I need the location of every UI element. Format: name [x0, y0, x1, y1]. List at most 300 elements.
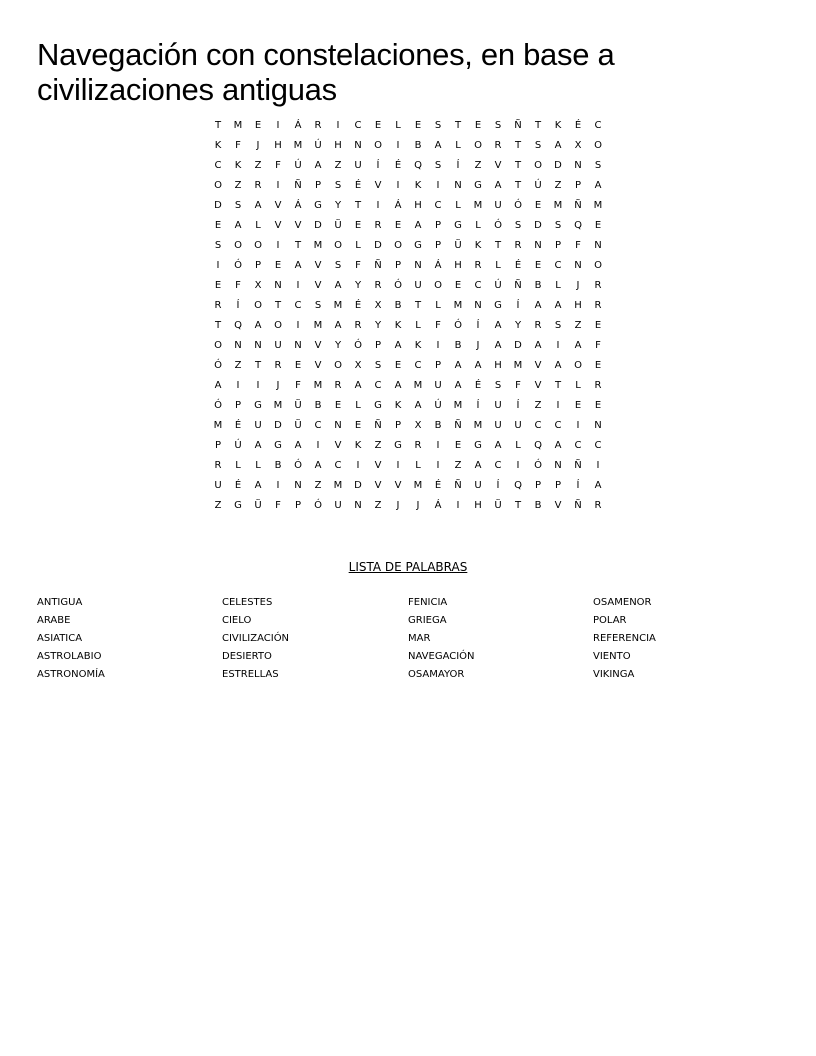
grid-row — [208, 156, 608, 176]
grid-letter: A — [494, 180, 502, 191]
grid-letter: É — [394, 160, 402, 171]
grid-letter: R — [494, 140, 502, 151]
grid-letter: Ü — [494, 500, 502, 511]
grid-letter: T — [494, 240, 502, 251]
grid-letter: Á — [434, 260, 442, 271]
grid-letter: L — [455, 140, 461, 151]
grid-letter: Z — [334, 160, 342, 171]
grid-letter: N — [534, 240, 542, 251]
grid-letter: R — [534, 320, 542, 331]
grid-letter: S — [494, 380, 502, 391]
grid-letter: Q — [234, 320, 242, 331]
grid-letter: O — [594, 260, 602, 271]
grid-letter: A — [294, 260, 302, 271]
grid-letter: I — [276, 240, 280, 251]
grid-letter: B — [534, 280, 542, 291]
grid-letter: N — [474, 300, 482, 311]
grid-letter: A — [554, 300, 562, 311]
grid-letter: K — [554, 120, 562, 131]
grid-letter: U — [214, 480, 222, 491]
grid-letter: E — [354, 420, 362, 431]
grid-letter: J — [276, 380, 280, 391]
grid-letter: T — [414, 300, 422, 311]
grid-letter: O — [374, 140, 382, 151]
grid-letter: B — [274, 460, 282, 471]
grid-letter: Á — [434, 500, 442, 511]
grid-letter: Ó — [234, 260, 242, 271]
grid-letter: A — [474, 360, 482, 371]
grid-letter: É — [474, 380, 482, 391]
grid-letter: Ú — [494, 280, 502, 291]
word-list-item: REFERENCIA — [593, 633, 656, 644]
grid-letter: A — [494, 340, 502, 351]
grid-letter: K — [414, 340, 422, 351]
grid-letter: S — [534, 140, 542, 151]
grid-letter: J — [576, 280, 580, 291]
grid-letter: P — [434, 360, 442, 371]
grid-letter: C — [314, 420, 322, 431]
grid-row — [208, 496, 608, 516]
grid-letter: C — [494, 460, 502, 471]
grid-letter: F — [515, 380, 521, 391]
grid-letter: I — [276, 480, 280, 491]
grid-letter: A — [554, 440, 562, 451]
grid-row — [208, 476, 608, 496]
grid-letter: O — [574, 360, 582, 371]
grid-letter: A — [254, 480, 262, 491]
grid-letter: Ó — [294, 460, 302, 471]
grid-letter: J — [396, 500, 400, 511]
grid-letter: U — [354, 160, 362, 171]
grid-letter: T — [514, 140, 522, 151]
grid-letter: Ü — [454, 240, 462, 251]
grid-letter: G — [254, 400, 262, 411]
grid-letter: N — [554, 460, 562, 471]
grid-letter: R — [214, 460, 222, 471]
word-list-item: CIELO — [222, 615, 252, 626]
grid-letter: P — [434, 220, 442, 231]
grid-letter: V — [274, 200, 282, 211]
grid-row — [208, 236, 608, 256]
grid-letter: E — [334, 400, 342, 411]
grid-letter: Z — [234, 180, 242, 191]
grid-letter: Z — [214, 500, 222, 511]
grid-letter: H — [474, 500, 482, 511]
grid-letter: M — [453, 400, 463, 411]
grid-letter: E — [594, 360, 602, 371]
grid-letter: S — [554, 220, 562, 231]
grid-letter: D — [374, 240, 382, 251]
grid-letter: U — [334, 500, 342, 511]
grid-letter: I — [376, 200, 380, 211]
grid-letter: T — [214, 320, 222, 331]
grid-letter: R — [594, 300, 602, 311]
grid-letter: A — [414, 400, 422, 411]
grid-letter: Í — [516, 300, 520, 311]
grid-letter: Z — [314, 480, 322, 491]
grid-letter: D — [314, 220, 322, 231]
grid-letter: I — [556, 400, 560, 411]
grid-letter: A — [354, 380, 362, 391]
grid-letter: É — [574, 120, 582, 131]
word-list-item: ANTIGUA — [37, 597, 83, 608]
grid-letter: S — [494, 120, 502, 131]
grid-letter: I — [296, 280, 300, 291]
grid-letter: M — [553, 200, 563, 211]
grid-letter: L — [555, 280, 561, 291]
word-list-column — [222, 594, 402, 684]
grid-letter: C — [474, 280, 482, 291]
grid-letter: P — [554, 240, 562, 251]
grid-letter: P — [394, 260, 402, 271]
grid-letter: A — [234, 220, 242, 231]
grid-letter: F — [275, 500, 281, 511]
grid-letter: M — [273, 400, 283, 411]
grid-letter: S — [334, 180, 342, 191]
grid-letter: Í — [376, 160, 380, 171]
grid-letter: T — [514, 500, 522, 511]
grid-letter: A — [554, 140, 562, 151]
grid-letter: Ó — [454, 320, 462, 331]
grid-row — [208, 116, 608, 136]
grid-letter: É — [354, 180, 362, 191]
grid-letter: V — [534, 360, 542, 371]
grid-letter: Ñ — [454, 420, 462, 431]
grid-letter: I — [436, 440, 440, 451]
grid-letter: S — [214, 240, 222, 251]
grid-letter: D — [534, 220, 542, 231]
grid-letter: P — [314, 180, 322, 191]
grid-letter: F — [235, 280, 241, 291]
grid-letter: K — [354, 440, 362, 451]
grid-letter: É — [434, 480, 442, 491]
grid-letter: V — [494, 160, 502, 171]
grid-letter: T — [514, 180, 522, 191]
grid-letter: K — [234, 160, 242, 171]
grid-letter: F — [355, 260, 361, 271]
grid-letter: E — [394, 360, 402, 371]
grid-letter: G — [394, 440, 402, 451]
grid-letter: I — [216, 260, 220, 271]
grid-letter: X — [354, 360, 362, 371]
grid-letter: R — [594, 280, 602, 291]
grid-letter: É — [234, 420, 242, 431]
grid-letter: Á — [394, 200, 402, 211]
word-list-item: POLAR — [593, 615, 627, 626]
grid-letter: R — [514, 240, 522, 251]
grid-letter: U — [254, 420, 262, 431]
grid-letter: N — [454, 180, 462, 191]
grid-letter: T — [294, 240, 302, 251]
grid-letter: Í — [516, 400, 520, 411]
grid-letter: Ó — [534, 460, 542, 471]
grid-letter: E — [394, 220, 402, 231]
grid-letter: A — [254, 440, 262, 451]
grid-letter: E — [474, 120, 482, 131]
grid-letter: C — [594, 440, 602, 451]
grid-letter: R — [594, 380, 602, 391]
grid-letter: Ú — [314, 140, 322, 151]
word-list-item: ASIATICA — [37, 633, 83, 644]
grid-letter: A — [454, 360, 462, 371]
grid-letter: A — [434, 140, 442, 151]
grid-letter: A — [574, 340, 582, 351]
grid-letter: L — [415, 320, 421, 331]
grid-letter: B — [534, 500, 542, 511]
grid-letter: D — [274, 420, 282, 431]
grid-row — [208, 176, 608, 196]
grid-letter: Z — [574, 320, 582, 331]
grid-letter: L — [575, 380, 581, 391]
grid-letter: C — [334, 460, 342, 471]
grid-letter: Ú — [534, 180, 542, 191]
grid-letter: A — [334, 280, 342, 291]
grid-letter: I — [396, 140, 400, 151]
grid-letter: L — [255, 460, 261, 471]
grid-letter: F — [235, 140, 241, 151]
grid-letter: Z — [234, 360, 242, 371]
grid-letter: E — [414, 120, 422, 131]
grid-row — [208, 456, 608, 476]
grid-row — [208, 336, 608, 356]
grid-letter: Ú — [234, 440, 242, 451]
grid-letter: E — [454, 280, 462, 291]
grid-letter: K — [474, 240, 482, 251]
grid-letter: Ó — [494, 220, 502, 231]
grid-letter: N — [294, 480, 302, 491]
grid-letter: A — [594, 180, 602, 191]
grid-letter: O — [534, 160, 542, 171]
grid-letter: K — [394, 400, 402, 411]
grid-letter: T — [214, 120, 222, 131]
grid-letter: S — [594, 160, 602, 171]
word-list-item: GRIEGA — [408, 615, 447, 626]
grid-letter: F — [275, 160, 281, 171]
word-list-column — [37, 594, 217, 684]
grid-letter: E — [214, 220, 222, 231]
grid-letter: I — [336, 120, 340, 131]
grid-letter: Ó — [214, 400, 222, 411]
grid-letter: O — [394, 240, 402, 251]
grid-letter: O — [434, 280, 442, 291]
grid-letter: T — [554, 380, 562, 391]
word-list-item: OSAMAYOR — [408, 669, 465, 680]
grid-letter: G — [494, 300, 502, 311]
grid-letter: P — [394, 420, 402, 431]
word-list-heading: LISTA DE PALABRAS — [348, 560, 468, 574]
grid-letter: E — [594, 320, 602, 331]
grid-letter: O — [594, 140, 602, 151]
grid-letter: Á — [294, 200, 302, 211]
grid-letter: Á — [294, 120, 302, 131]
grid-row — [208, 316, 608, 336]
grid-letter: F — [435, 320, 441, 331]
grid-letter: I — [296, 320, 300, 331]
grid-letter: M — [413, 480, 423, 491]
grid-letter: C — [374, 380, 382, 391]
grid-letter: L — [515, 440, 521, 451]
grid-letter: E — [454, 440, 462, 451]
grid-letter: A — [314, 460, 322, 471]
grid-letter: M — [313, 240, 323, 251]
grid-letter: Í — [496, 480, 500, 491]
grid-letter: M — [473, 200, 483, 211]
grid-row — [208, 376, 608, 396]
grid-letter: G — [414, 240, 422, 251]
grid-letter: Ü — [254, 500, 262, 511]
word-list-item: VIENTO — [593, 651, 631, 662]
grid-letter: Z — [534, 400, 542, 411]
grid-letter: H — [334, 140, 342, 151]
grid-letter: P — [534, 480, 542, 491]
grid-letter: G — [314, 200, 322, 211]
grid-letter: C — [294, 300, 302, 311]
word-list-item: OSAMENOR — [593, 597, 652, 608]
grid-letter: V — [314, 340, 322, 351]
grid-letter: K — [394, 320, 402, 331]
grid-letter: Ñ — [574, 460, 582, 471]
grid-letter: L — [455, 200, 461, 211]
grid-letter: Ñ — [514, 280, 522, 291]
grid-letter: M — [313, 320, 323, 331]
grid-letter: E — [254, 120, 262, 131]
grid-letter: O — [254, 240, 262, 251]
word-list-column — [593, 594, 773, 684]
grid-letter: S — [334, 260, 342, 271]
grid-letter: G — [454, 220, 462, 231]
grid-letter: N — [354, 140, 362, 151]
grid-letter: A — [494, 440, 502, 451]
grid-letter: Ú — [294, 160, 302, 171]
grid-letter: O — [214, 340, 222, 351]
grid-letter: N — [594, 420, 602, 431]
grid-letter: B — [454, 340, 462, 351]
grid-letter: N — [234, 340, 242, 351]
grid-letter: É — [514, 260, 522, 271]
grid-row — [208, 296, 608, 316]
word-list-column — [408, 594, 588, 684]
grid-letter: Ó — [394, 280, 402, 291]
grid-letter: I — [456, 500, 460, 511]
grid-letter: C — [414, 360, 422, 371]
grid-letter: Ñ — [574, 500, 582, 511]
grid-letter: P — [574, 180, 582, 191]
grid-letter: U — [494, 200, 502, 211]
grid-letter: O — [334, 240, 342, 251]
grid-letter: B — [314, 400, 322, 411]
grid-letter: A — [294, 440, 302, 451]
grid-letter: D — [514, 340, 522, 351]
word-list-item: ASTROLABIO — [37, 651, 102, 662]
word-list-item: VIKINGA — [593, 669, 635, 680]
grid-letter: O — [334, 360, 342, 371]
grid-letter: K — [414, 180, 422, 191]
grid-letter: Ó — [514, 200, 522, 211]
grid-letter: Z — [254, 160, 262, 171]
grid-letter: I — [576, 420, 580, 431]
grid-letter: Q — [574, 220, 582, 231]
grid-letter: E — [374, 120, 382, 131]
grid-letter: I — [356, 460, 360, 471]
grid-letter: N — [574, 160, 582, 171]
grid-letter: I — [516, 460, 520, 471]
grid-letter: É — [354, 300, 362, 311]
grid-letter: Ñ — [454, 480, 462, 491]
grid-letter: A — [254, 320, 262, 331]
grid-letter: E — [574, 400, 582, 411]
grid-letter: U — [494, 400, 502, 411]
grid-letter: Ó — [214, 360, 222, 371]
grid-letter: O — [234, 240, 242, 251]
grid-letter: Y — [354, 280, 362, 291]
grid-letter: Í — [236, 300, 240, 311]
grid-letter: U — [494, 420, 502, 431]
grid-letter: Í — [476, 320, 480, 331]
grid-letter: R — [594, 500, 602, 511]
grid-letter: I — [236, 380, 240, 391]
grid-letter: L — [355, 240, 361, 251]
grid-letter: D — [214, 200, 222, 211]
grid-row — [208, 416, 608, 436]
grid-letter: I — [436, 180, 440, 191]
grid-letter: Ú — [434, 400, 442, 411]
grid-letter: T — [514, 160, 522, 171]
grid-letter: Í — [476, 400, 480, 411]
grid-letter: V — [314, 260, 322, 271]
grid-letter: Ñ — [294, 180, 302, 191]
grid-letter: A — [554, 360, 562, 371]
grid-letter: Z — [374, 440, 382, 451]
grid-letter: G — [374, 400, 382, 411]
grid-letter: P — [254, 260, 262, 271]
grid-letter: C — [434, 200, 442, 211]
grid-letter: Ü — [294, 400, 302, 411]
grid-letter: V — [534, 380, 542, 391]
grid-letter: R — [414, 440, 422, 451]
grid-row — [208, 256, 608, 276]
word-list-item: NAVEGACIÓN — [408, 651, 475, 662]
grid-letter: T — [254, 360, 262, 371]
word-list-item: FENICIA — [408, 597, 448, 608]
grid-letter: E — [534, 200, 542, 211]
grid-letter: N — [354, 500, 362, 511]
grid-letter: C — [554, 420, 562, 431]
grid-row — [208, 216, 608, 236]
grid-letter: D — [354, 480, 362, 491]
grid-letter: M — [473, 420, 483, 431]
grid-letter: C — [594, 120, 602, 131]
grid-letter: M — [513, 360, 523, 371]
grid-letter: N — [594, 240, 602, 251]
grid-letter: C — [554, 260, 562, 271]
grid-letter: M — [233, 120, 243, 131]
grid-letter: I — [276, 180, 280, 191]
grid-letter: H — [494, 360, 502, 371]
word-list-item: DESIERTO — [222, 651, 272, 662]
grid-letter: K — [214, 140, 222, 151]
grid-letter: M — [593, 200, 603, 211]
word-list-item: MAR — [408, 633, 431, 644]
grid-letter: Y — [374, 320, 382, 331]
word-list-heading-container — [0, 560, 816, 574]
grid-letter: A — [594, 480, 602, 491]
grid-letter: A — [414, 220, 422, 231]
grid-letter: H — [574, 300, 582, 311]
grid-letter: V — [554, 500, 562, 511]
grid-letter: C — [534, 420, 542, 431]
grid-letter: X — [574, 140, 582, 151]
grid-letter: L — [235, 460, 241, 471]
